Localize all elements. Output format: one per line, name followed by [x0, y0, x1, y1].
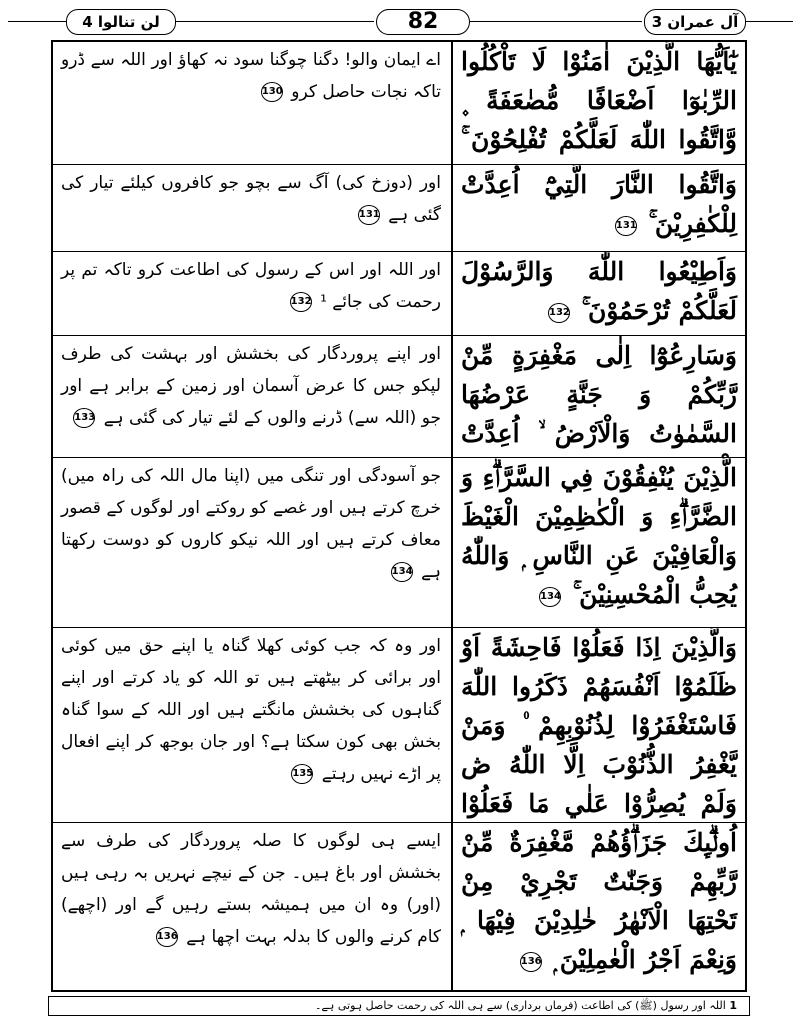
verse-table	[51, 40, 747, 992]
ayah-number-icon: 131	[615, 216, 637, 236]
surah-name: آل عمران 3	[644, 9, 746, 35]
urdu-translation: اور اللہ اور اس کے رسول کی اطاعت کرو تاکہ تم پر رحمت کی جائے ¹ 132	[61, 260, 441, 312]
ayah-number-icon: 136	[156, 927, 178, 947]
header-rule	[8, 21, 66, 22]
ayah-number-icon: 136	[520, 952, 542, 972]
para-name: لن تنالوا 4	[66, 9, 176, 35]
urdu-translation: جو آسودگی اور تنگی میں (اپنا مال اللہ کی راہ میں) خرچ کرتے ہیں اور غصے کو روکتے اور لوگوں کے قصور معاف کرتے ہیں اور اللہ نیکو کاروں کو دوست رکھتا ہے 134	[61, 466, 441, 582]
header-rule	[176, 21, 374, 22]
urdu-translation: اور وہ کہ جب کوئی کھلا گناہ یا اپنے حق میں کوئی اور برائی کر بیٹھتے ہیں تو اللہ کو یاد کرتے اور اپنے گناہوں کی بخشش مانگتے ہیں اور اللہ کے سوا گناہ بخش بھی کون سکتا ہے؟ اور جان بوجھ کر اپنے افعال پر اڑے نہیں رہتے 135	[61, 636, 441, 784]
ayah-number-icon: 134	[539, 587, 561, 607]
urdu-translation: اے ایمان والو! دگنا چوگنا سود نہ کھاؤ اور اللہ سے ڈرو تاکہ نجات حاصل کرو 130	[61, 50, 441, 102]
verse-row	[53, 458, 745, 628]
urdu-translation: اور (دوزخ کی) آگ سے بچو جو کافروں کیلئے تیار کی گئی ہے 131	[61, 173, 441, 225]
ayah-number-icon: 132	[548, 303, 570, 323]
arabic-text: يٰٓاَيُّهَا الَّذِيْنَ اٰمَنُوْا لَا تَاْكُلُوا الرِّبٰوٓا اَضْعَافًا مُّضٰعَفَةً ۪ وَّاتَّقُوا اللّٰهَ لَعَلَّكُمْ تُفْلِحُوْنَ ۚ	[453, 42, 745, 164]
arabic-text: وَاَطِيْعُوا اللّٰهَ وَالرَّسُوْلَ لَعَلَّكُمْ تُرْحَمُوْنَ ۚ 132	[461, 257, 737, 325]
verse-row	[53, 252, 745, 336]
footnote-mark: 1	[729, 999, 737, 1012]
arabic-text: وَالَّذِيْنَ اِذَا فَعَلُوْا فَاحِشَةً اَوْ ظَلَمُوْٓا اَنْفُسَھُمْ ذَكَرُوا اللّٰهَ فَاسْتَغْفَرُوْا لِذُنُوْبِهِمْ ۠ وَمَنْ يَّغْفِرُ الذُّنُوْبَ اِلَّا اللّٰهُ ڞ وَلَمْ يُصِرُّوْا عَلٰي مَا فَعَلُوْا	[453, 628, 745, 822]
footnote-text: اللہ اور رسول (ﷺ) کی اطاعت (فرماں برداری) سے ہی اللہ کی رحمت حاصل ہوتی ہے۔	[315, 999, 726, 1012]
arabic-text: الَّذِيْنَ يُنْفِقُوْنَ فِي السَّرَّاۗءِ وَ الضَّرَّاۗءِ وَ الْكٰظِمِيْنَ الْغَيْظَ وَالْعَافِيْنَ عَنِ النَّاسِ ۭ وَاللّٰهُ يُحِبُّ الْمُحْسِنِيْنَ ۚ 134	[461, 463, 737, 609]
ayah-number-icon: 130	[261, 82, 283, 102]
verse-row	[53, 42, 745, 165]
footnote	[48, 996, 750, 1016]
verse-row	[53, 628, 745, 823]
arabic-text: وَاتَّقُوا النَّارَ الَّتِيْٓ اُعِدَّتْ لِلْكٰفِرِيْنَ ۚ 131	[461, 170, 737, 238]
urdu-translation: ایسے ہی لوگوں کا صلہ پروردگار کی طرف سے بخشش اور باغ ہیں۔ جن کے نیچے نہریں بہ رہی ہیں (اور) وہ ان میں ہمیشہ بستے رہیں گے اور (اچھے) کام کرنے والوں کا بدلہ بہت اچھا ہے 136	[61, 831, 441, 947]
header-rule	[470, 21, 642, 22]
page-header	[8, 6, 793, 38]
arabic-text: اُولٰۗىِٕكَ جَزَاۗؤُھُمْ مَّغْفِرَةٌ مِّنْ رَّبِّھِمْ وَجَنّٰتٌ تَجْرِيْ مِنْ تَحْتِھَا الْاَنْهٰرُ خٰلِدِيْنَ فِيْھَا ۭ وَنِعْمَ اَجْرُ الْعٰمِلِيْنَ ۭ 136	[461, 828, 737, 974]
header-rule	[746, 21, 793, 22]
verse-row	[53, 336, 745, 458]
verse-row	[53, 165, 745, 252]
ayah-number-icon: 134	[391, 562, 413, 582]
urdu-translation: اور اپنے پروردگار کی بخشش اور بہشت کی طرف لپکو جس کا عرض آسمان اور زمین کے برابر ہے اور جو (اللہ سے) ڈرنے والوں کے لئے تیار کی گئی ہے 133	[61, 344, 441, 428]
ayah-number-icon: 133	[73, 408, 95, 428]
page-number: 82	[376, 9, 470, 35]
ayah-number-icon: 135	[291, 764, 313, 784]
quran-page	[8, 6, 793, 1024]
verse-row	[53, 823, 745, 990]
arabic-text: وَسَارِعُوْٓا اِلٰى مَغْفِرَةٍ مِّنْ رَّبِّكُمْ وَ جَنَّةٍ عَرْضُهَا السَّمٰوٰتُ وَالْاَرْضُ ۙ اُعِدَّتْ	[453, 336, 745, 457]
ayah-number-icon: 131	[358, 205, 380, 225]
ayah-number-icon: 132	[290, 292, 312, 312]
